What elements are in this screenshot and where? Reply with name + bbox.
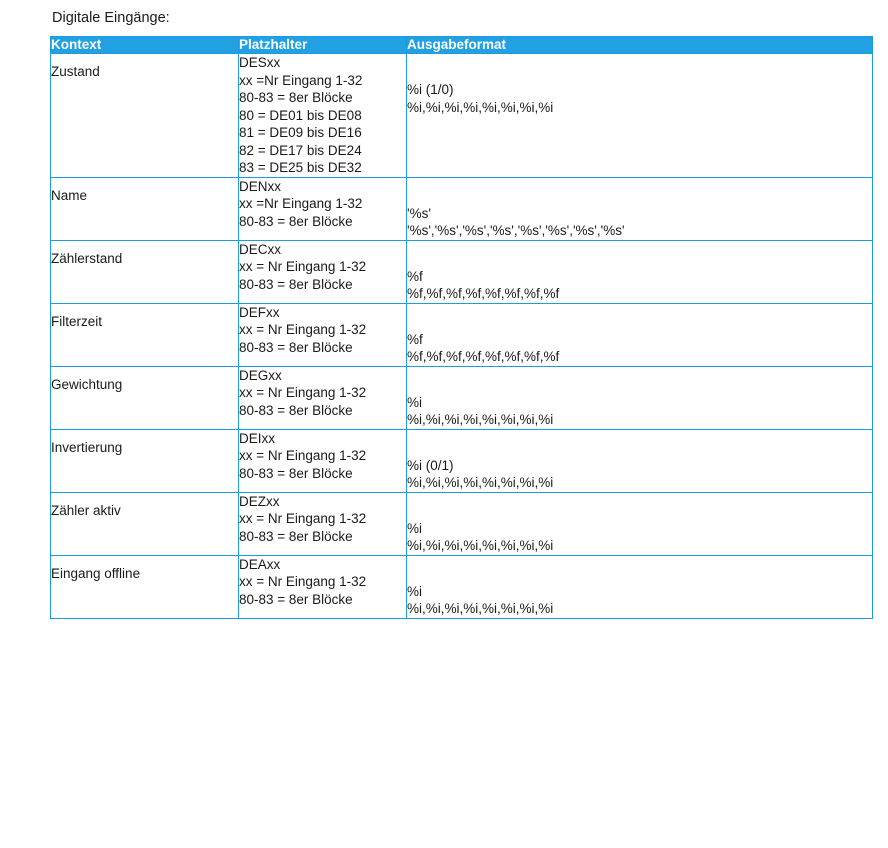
format-line: %i <box>407 394 423 410</box>
placeholder-line: 80-83 = 8er Blöcke <box>239 465 353 481</box>
placeholder-line: xx = Nr Eingang 1-32 <box>239 574 367 589</box>
format-line: '%s','%s','%s','%s','%s','%s','%s','%s' <box>407 223 625 238</box>
cell-format <box>407 492 873 555</box>
placeholder-line: 80-83 = 8er Blöcke <box>239 276 353 292</box>
format-line: %i,%i,%i,%i,%i,%i,%i,%i <box>407 538 554 553</box>
format-line: %i <box>407 520 423 536</box>
format-line: %i,%i,%i,%i,%i,%i,%i,%i <box>407 475 554 490</box>
format-line: %f <box>407 331 423 347</box>
table-header-row <box>51 37 873 54</box>
cell-context: Gewichtung <box>51 366 239 429</box>
placeholder-line: 81 = DE09 bis DE16 <box>239 125 362 140</box>
placeholder-line: xx = Nr Eingang 1-32 <box>239 385 367 400</box>
placeholder-line: DEIxx <box>239 430 276 446</box>
placeholder-line: xx = Nr Eingang 1-32 <box>239 322 367 337</box>
placeholder-line: DEAxx <box>239 556 281 572</box>
cell-format <box>407 366 873 429</box>
cell-placeholder <box>239 429 407 492</box>
cell-context: Name <box>51 177 239 240</box>
cell-placeholder <box>239 240 407 303</box>
table-row <box>51 429 873 492</box>
placeholder-line: DECxx <box>239 241 282 257</box>
placeholder-line: DENxx <box>239 178 282 194</box>
placeholder-line: 80-83 = 8er Blöcke <box>239 339 353 355</box>
cell-format <box>407 240 873 303</box>
placeholder-table <box>50 36 873 619</box>
column-header-ausgabeformat: Ausgabeformat <box>407 37 873 54</box>
cell-placeholder <box>239 492 407 555</box>
cell-format <box>407 177 873 240</box>
format-line: %i,%i,%i,%i,%i,%i,%i,%i <box>407 99 554 115</box>
placeholder-line: xx =Nr Eingang 1-32 <box>239 72 363 88</box>
cell-format <box>407 54 873 178</box>
cell-context: Zustand <box>51 54 239 178</box>
table-row <box>51 177 873 240</box>
table-header <box>51 37 873 54</box>
placeholder-line: DEZxx <box>239 493 280 509</box>
table-row <box>51 303 873 366</box>
cell-context: Filterzeit <box>51 303 239 366</box>
table-row <box>51 240 873 303</box>
format-line: %i,%i,%i,%i,%i,%i,%i,%i <box>407 601 554 616</box>
format-line: %i,%i,%i,%i,%i,%i,%i,%i <box>407 412 554 427</box>
placeholder-line: 80-83 = 8er Blöcke <box>239 213 353 229</box>
cell-placeholder <box>239 54 407 178</box>
placeholder-line: 80 = DE01 bis DE08 <box>239 107 362 123</box>
placeholder-line: xx = Nr Eingang 1-32 <box>239 448 367 463</box>
format-line: %f <box>407 268 423 284</box>
cell-context: Zähler aktiv <box>51 492 239 555</box>
format-line: %i <box>407 583 423 599</box>
placeholder-line: DEGxx <box>239 367 282 383</box>
table-row <box>51 492 873 555</box>
placeholder-line: 80-83 = 8er Blöcke <box>239 90 353 105</box>
cell-context: Eingang offline <box>51 555 239 618</box>
format-line: %f,%f,%f,%f,%f,%f,%f,%f <box>407 349 560 364</box>
format-line: '%s' <box>407 205 431 221</box>
cell-placeholder <box>239 555 407 618</box>
cell-placeholder <box>239 366 407 429</box>
placeholder-line: DESxx <box>239 55 281 70</box>
table-row <box>51 555 873 618</box>
format-line: %f,%f,%f,%f,%f,%f,%f,%f <box>407 286 560 301</box>
placeholder-line: xx = Nr Eingang 1-32 <box>239 259 367 274</box>
cell-placeholder <box>239 303 407 366</box>
column-header-kontext: Kontext <box>51 37 239 54</box>
table-row <box>51 366 873 429</box>
cell-context: Invertierung <box>51 429 239 492</box>
format-line: %i (1/0) <box>407 82 454 97</box>
placeholder-line: xx = Nr Eingang 1-32 <box>239 511 367 526</box>
cell-format <box>407 555 873 618</box>
placeholder-line: 80-83 = 8er Blöcke <box>239 528 353 544</box>
placeholder-line: 83 = DE25 bis DE32 <box>239 160 362 175</box>
cell-format <box>407 429 873 492</box>
section-caption: Digitale Eingänge: <box>52 10 170 26</box>
table-row <box>51 54 873 178</box>
placeholder-line: DEFxx <box>239 304 280 320</box>
column-header-platzhalter: Platzhalter <box>239 37 407 54</box>
format-line: %i (0/1) <box>407 457 454 473</box>
placeholder-line: 82 = DE17 bis DE24 <box>239 142 362 158</box>
table-body <box>51 54 873 619</box>
placeholder-line: 80-83 = 8er Blöcke <box>239 402 353 418</box>
placeholder-line: xx =Nr Eingang 1-32 <box>239 196 363 211</box>
cell-context: Zählerstand <box>51 240 239 303</box>
cell-placeholder <box>239 177 407 240</box>
cell-format <box>407 303 873 366</box>
placeholder-line: 80-83 = 8er Blöcke <box>239 591 353 607</box>
